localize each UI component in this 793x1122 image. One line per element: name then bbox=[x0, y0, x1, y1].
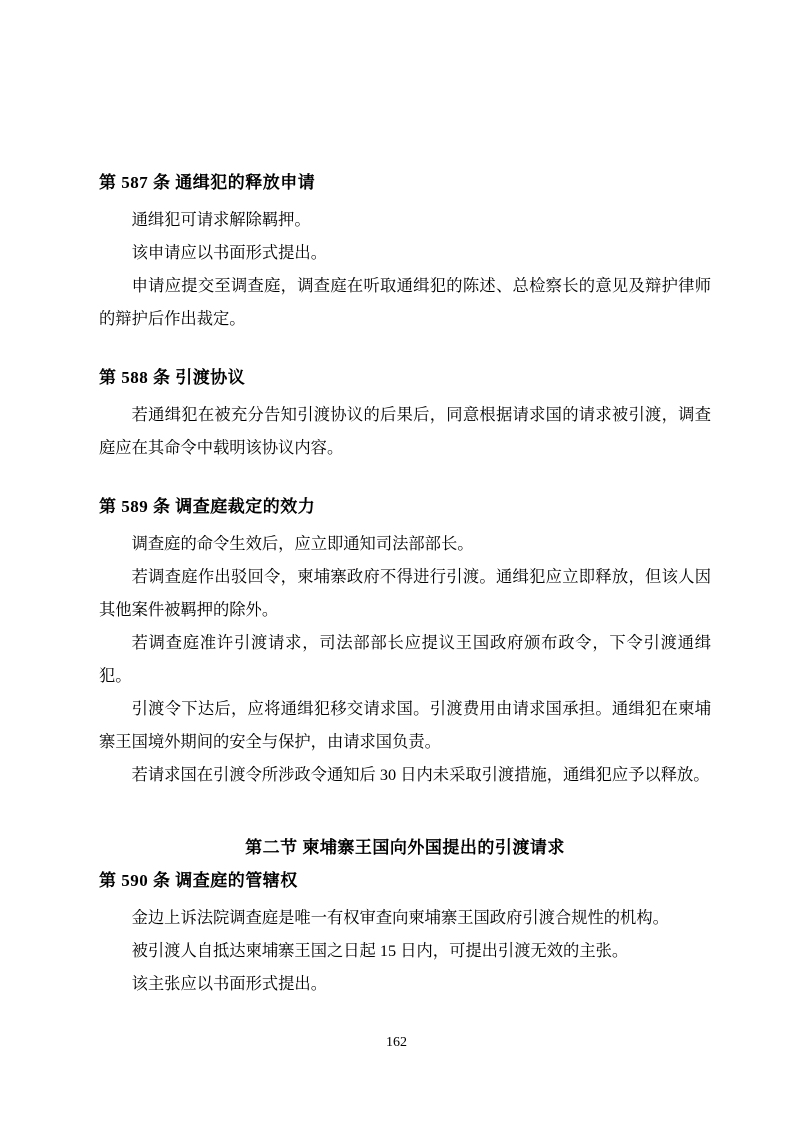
section-heading: 第二节 柬埔寨王国向外国提出的引渡请求 bbox=[245, 838, 565, 857]
article-heading: 第 590 条 调查庭的管辖权 bbox=[99, 871, 298, 890]
article-paragraph: 若请求国在引渡令所涉政令通知后 30 日内未采取引渡措施，通缉犯应予以释放。 bbox=[131, 765, 710, 784]
article-paragraph: 若调查庭准许引渡请求，司法部部长应提议王国政府颁布政令，下令引渡通缉犯。 bbox=[99, 633, 711, 685]
article-paragraph: 调查庭的命令生效后，应立即通知司法部部长。 bbox=[131, 534, 474, 553]
article-heading: 第 588 条 引渡协议 bbox=[99, 368, 246, 387]
article-paragraph: 申请应提交至调查庭，调查庭在听取通缉犯的陈述、总检察长的意见及辩护律师的辩护后作出裁定。 bbox=[99, 276, 711, 328]
article-paragraph: 该主张应以书面形式提出。 bbox=[131, 974, 327, 993]
article-paragraph: 引渡令下达后，应将通缉犯移交请求国。引渡费用由请求国承担。通缉犯在柬埔寨王国境外期间的安全与保护，由请求国负责。 bbox=[99, 699, 711, 751]
article-paragraph: 被引渡人自抵达柬埔寨王国之日起 15 日内，可提出引渡无效的主张。 bbox=[131, 941, 629, 960]
article-heading: 第 587 条 通缉犯的释放申请 bbox=[99, 173, 316, 192]
article-paragraph: 若调查庭作出驳回令，柬埔寨政府不得进行引渡。通缉犯应立即释放，但该人因其他案件被羁押的除外。 bbox=[99, 567, 711, 619]
article-paragraph: 金边上诉法院调查庭是唯一有权审查向柬埔寨王国政府引渡合规性的机构。 bbox=[131, 908, 669, 927]
article-paragraph: 若通缉犯在被充分告知引渡协议的后果后，同意根据请求国的请求被引渡，调查庭应在其命令中载明该协议内容。 bbox=[99, 405, 711, 457]
article-589 bbox=[99, 490, 711, 791]
page-number: 162 bbox=[386, 1035, 407, 1050]
article-587 bbox=[99, 166, 711, 335]
article-588 bbox=[99, 361, 711, 464]
article-paragraph: 通缉犯可请求解除羁押。 bbox=[131, 210, 311, 229]
article-paragraph: 该申请应以书面形式提出。 bbox=[131, 243, 327, 262]
article-heading: 第 589 条 调查庭裁定的效力 bbox=[99, 497, 316, 516]
article-590 bbox=[99, 864, 711, 1000]
